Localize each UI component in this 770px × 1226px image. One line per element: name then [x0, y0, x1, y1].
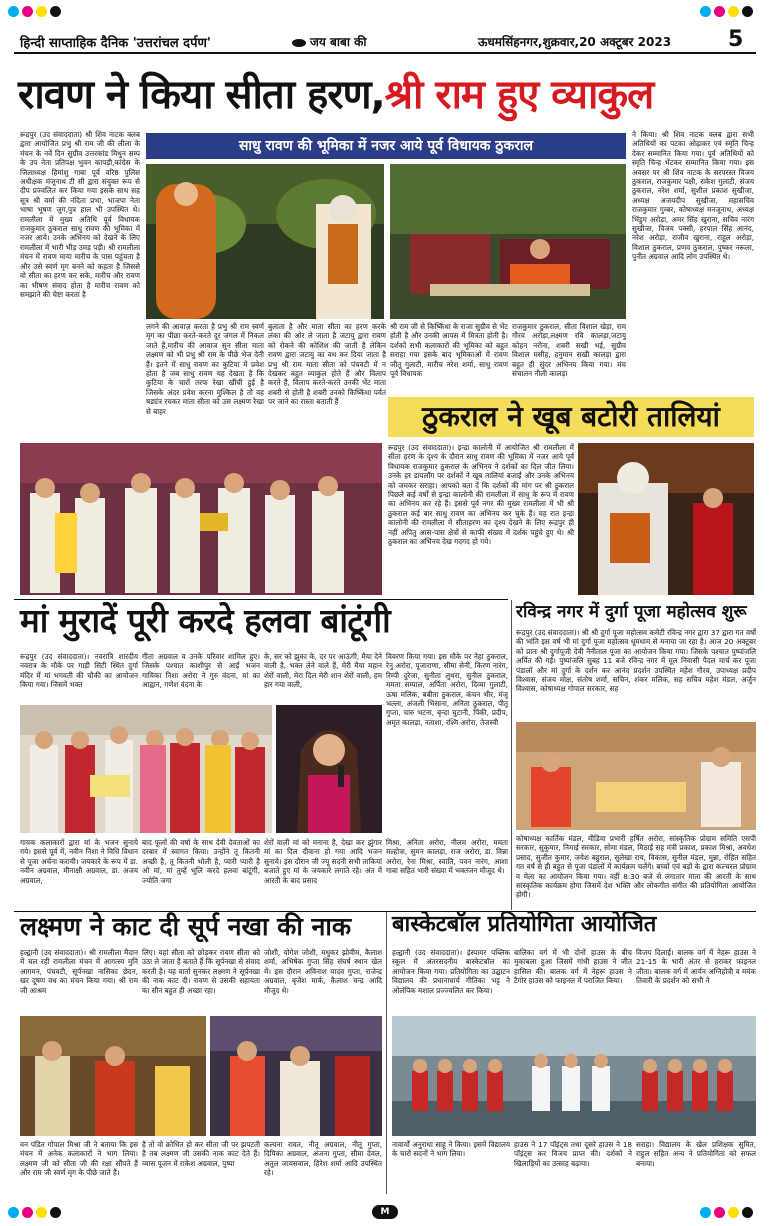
yellow-dot — [728, 1207, 739, 1218]
stage-scene-illustration — [210, 1016, 382, 1136]
story4-body2: कोषाध्यक्ष कार्तिक मंडल, मीडिया प्रभारी हर्षित अरोरा, सांस्कृतिक प्रोग्राम समिति एसपी सरकार, सुकुमार, निमाई सरकार, सोमा मंडल, मिठाई सह मंत्री प्रकाश, प्रकाश मिश्रा, अवधेश प्रसाद, सुजीत कुमार, जयेश बहुराल, सुलेखा राय, विकास, सुनील मंडल, मुन्ना, रोहित सहित गत वर्ष से ही बहुत से पूजा पंडालों में कार्यक्रम चलेंगे। बच्चों एवं बड़ों के द्वारा कल्चरल प्रोग्राम व मेला का आयोजन किया गया। वहीं 8:30 बजे से लगातार माता की आरती के साथ सांस्कृतिक कार्यक्रम होगा जिसमें देश भक्ति और लोकगीत संगीत की प्रतियोगिता आयोजित होगी। — [516, 834, 756, 900]
story6-photo-basketball-teams — [392, 1016, 756, 1136]
story5-col1b: वन पंडित गोपाल मिश्रा जी ने बताया कि इस मंचन में अनेक कलाकारों ने भाग लिया। लक्ष्मण जी को सीता जी की रक्षा सौंपते हैं और राम जी स्वर्ण मृग के पीछे जाते हैं। — [20, 1140, 138, 1178]
story1-col6: ने किया। श्री शिव नाटक क्लब द्वारा सभी अतिथियों का पटका ओढ़ाकर एवं स्मृति चिन्ह देकर सम्मानित किया गया। पूर्व अतिथियों को स्मृति चिन्ह भेंटकर सम्मानित किया गया। इस अवसर पर श्री शिव नाटक के सरपरस्त विजय ठुकराल, राजकुमार पक्षी, राकेश गुलाटी, संजय ठुकराल, नरेश शर्मा, सुशील प्रकाश सुखीजा, अध्यक्ष अजयदीप सुखीजा, महासचिव राजकुमार गुम्बर, कोषाध्यक्ष मनजूनाथ, अध्यक्ष भिंडुग अरोड़ा, अमर सिंह खुराना, सचिव नारंग सुखीजा, विजय पक्सी, हरपाल सिंह आनंद, नरेश अरोड़ा, राजीव खुराना, राहुल अरोड़ा, विशाल ठुकराल, प्रणव ठुकराल, पुष्कर नरूला, पुनीत अग्रवाल आदि लोग उपस्थित थे। — [632, 130, 754, 262]
story5-col3b: कल्पना रावत, नीतू अग्रवाल, नीतू गुप्ता, दिपिका अग्रवाल, अंजना गुप्ता, सीमा देवल, अतुल जायसवाल, हिरेश शर्मा आदि उपस्थित रहे। — [264, 1140, 382, 1178]
story6-col3b: सराहा। विद्यालय के खेल प्रशिक्षक सुमित, राहुल सहित अन्य ने प्रतियोगिता को सफल बनाया। — [636, 1140, 756, 1168]
header-rule — [14, 52, 756, 54]
story3-photo-devotees — [20, 705, 272, 833]
story1-col3: बुलाता है और माता सीता का हरण करके लंका की ओर ले जाता है जटायु द्वारा रावण को रोकने की कोशिश की जाती है लेकिन रावण द्वारा जटायु का वध कर दिया जाता है प्रभु श्री राम माता सीता को पंचवटी में न देखकर बहुत व्याकुल होते हैं और विलाप करते हैं, विलाप करते-करते उनकी भेंट माता शबरी से होती है शबरी उनको किष्किंधा पर्वत पर जाने का रास्ता बताती हैं — [268, 322, 386, 407]
story2-body: रूद्रपुर (उद संवाददाता)। इन्द्रा कालोनी में आयोजित श्री रामलीला में सीता हरण के दृश्य के दौरान साधु रावण की भूमिका में नजर आये पूर्व विधायक राजकुमार ठुकराल के अभिनय ने दर्शकों का दिल जीत लिया। उनके हर डायलॉग पर दर्शकों ने खूब तालियां बजाईं और उनके अभिनय को जमकर सराहा। आपको बता दें कि दर्शकों की मांग पर श्री ठुकराल पिछले कई वर्षों से इन्द्रा कालोनी की रामलीला में साधु के रूप में रावण का अभिनय कर रहे हैं। इससे पूर्व नगर की मुख्य रामलीला में भी श्री ठुकराल कई बार साधु रावण का अभिनय कर चुके हैं। यह रात इन्द्रा कालोनी की रामलीला में सीताहरण का दृश्य देखने के लिए रूद्रपुर ही नहीं अपितु आस-पास क्षेत्रों से काफी संख्या में दर्शक पहुंचे हुए थे। श्री ठुकराल का अभिनय देख गदगद हो गये। — [388, 443, 574, 547]
cyan-dot — [700, 6, 711, 17]
magenta-dot — [22, 6, 33, 17]
story5-col2b: है तो वो क्रोधित हो कर सीता जी पर झपटती है तब लक्ष्मण जी उसकी नाक काट देते हैं। व्यास पूजन में राकेश अग्रवाल, पुष्पा — [142, 1140, 260, 1168]
story5-col2: लिए। यहां सीता को छोड़कर रावण सीता को उठा ले जाता है बताते हैं कि सूर्पनखा से संवाद करती है। यह वार्ता सुनकर लक्ष्मण ने सूर्पनखा की नाक काट दी। रावण से उसकी सहायता का सीन बहुत ही अच्छा रहा। — [142, 948, 260, 995]
story1-col1: रूद्रपुर (उद संवाददाता) श्री शिव नाटक क्लब द्वारा आयोजित प्रभु श्री राम जी की लीला के मंचन के नवें दिन सुग्रीव उत्तरकांड मिथुन सम्प के उप नेता प्रतिपक्ष भुवन कापड़ी,कांग्रेस के जिलाध्यक्ष हिमांशु गाबा पूर्व वरिष्ठ पुलिस अधीक्षक मंजूनाथ टी सी द्वारा संयुक्त रूप से दीप प्रज्वलित कर किया गया इसके साथ सह सूत्र श्री वर्मा की नंदिता प्रभा, भाजपा नेता भाषा भूषण जुग,पुत्र हाल भी उपस्थित थे। रामलीला में मुख्य अतिथि पूर्व विधायक राजकुमार ठुकराल साधु रावण की भूमिका में नजर आये। उनके अभिनय को देखने के लिए रामलीला में भारी भीड़ उमड़ पड़ी। श्री रामलीला मंचन में रावण माया मारीच के पास पहुंचता है और उसे स्वर्ण मृग बनने को कहता है जिससे वो सीता का हरण कर सके, मारीच और रावण का भीषण संवाद होता है मारीच रावण को समझाने की चेष्टा करता है — [20, 130, 140, 299]
stage-scene-illustration — [146, 164, 384, 319]
eye-icon — [292, 39, 306, 47]
column-divider — [511, 600, 512, 910]
story3-col3: के, सर को झुका के, दर पर आऊंगी, मैया देने वाली है, भक्त लेने वाले हैं, मेरी मैया महान शेरों वाली, मेरा दिल मेरी शान शेरों वाली, हम हार गया वाली, — [264, 652, 382, 690]
story1-subheadline: साधु रावण की भूमिका में नजर आये पूर्व विधायक ठुकराल — [146, 133, 626, 159]
story3-col4b: मिश्रा, अनिता अरोरा, नीलम अरोरा, ममता मल्होत्रा, सुमन कालड़ा, राज अरोरा, डा. विन्ना अरोरा, रेना मिश्रा, स्वाति, पवन नारंग, आशा गाबा सहित भारी संख्या में भक्तजन मौजूद थे। — [386, 838, 508, 876]
story1-headline — [18, 72, 654, 118]
group-photo-illustration — [20, 443, 382, 595]
story3-headline: मां मुरादें पूरी करदे हलवा बांटूंगी — [20, 601, 391, 640]
registration-dots-top-left — [8, 6, 61, 17]
magenta-dot — [714, 6, 725, 17]
yellow-dot — [36, 6, 47, 17]
stage-actor-illustration — [578, 443, 754, 595]
story1-col2: लगने की आवाज़ करता है प्रभु श्री राम स्वर्ण मृग का पीछा करते-करते दूर जंगल में निकल जाते हैं,मारीच की आवाज सुन सीता माता लक्ष्मण को भी प्रभु श्री राम के पीछे भेज देती हैं। इतने में साधु रावण का कुटिया में प्रवेश होता है जब साधु रावण यह देखता है कि कुटिया के चारों तरफ रेखा खींची हुई है जिसके अंदर प्रवेश करना मुश्किल है तो वह षड्यंत्र रचकर माता सीता को उस लक्ष्मण रेखा से बाहर — [146, 322, 264, 416]
story3-col3b: शेरों वाली मां को मनाना है, देखा कर झुंगार मां का दिल दीवाना हो गया आदि भजन सुनाये। इस दौरान जी ज्यू सदनी सभी ताकियां बजाते हुए मां के जयकारे लगाते रहे। अंत में आरती के बाद प्रसाद — [264, 838, 382, 885]
story1-felicitation-photo — [20, 443, 382, 595]
story6-col1: हल्द्वानी (उद संवाददाता)। इंस्पायर पब्लिक स्कूल में अंतरसदनीय बास्केटबॉल का आयोजन किया गया। प्रतियोगिता का उद्घाटन विद्यालय की प्रधानाचार्य गीतिका भट्ट ने ओलंपिक मशाल प्रज्ज्वलित कर किया। — [392, 948, 510, 995]
section-divider — [14, 599, 508, 600]
story4-body1: रूद्रपुर (उद संवाददाता)। श्री श्री दुर्गा पूजा महोत्सव कमेटी रविन्द्र नगर द्वारा 37 द्वारा गत वर्षों की भांति इस वर्ष भी मां दुर्गा पूजा महोत्सव धूमधाम से मनाया जा रहा है। आज 20 अक्टूबर को प्रातः श्री दुर्गापूजी देवी नैनीताल पूजा का आयोजन किया गया। जिसके पश्चात पुष्पांजलि अर्पित की गई। पुष्पांजलि सुबह 11 बजे रविन्द्र नगर में मूल निवासी पैदल मार्च कर पूजा पंडालों और मां दुर्गा के दर्शन कर आनंद प्रदर्शन उपस्थित महेश गौरव, उपाध्यक्ष प्रदीप विश्वास, संजय मोक्ष, संतोष शर्मा, सचिन, शंकर मलिक, सह सचिव महेश मंडल, अर्जुन विश्वास, कोषाध्यक्ष गोपाल सरकार, सह — [516, 628, 756, 694]
story4-photo-puja — [516, 722, 756, 830]
black-dot — [50, 6, 61, 17]
magenta-dot — [22, 1207, 33, 1218]
story3-col2: गीता अग्रवाल व उनके परिवार शामिल हुए। जिसके पश्चात काशीपुर से आईं भजन गायिका निशा अरोरा ने गुरु वंदना, मां का आह्वान, गणेश वंदना के — [142, 652, 260, 690]
registration-dots-bottom-right — [700, 1207, 753, 1218]
story3-photo-singer — [276, 705, 382, 833]
column-divider — [386, 912, 387, 1194]
story2-photo-sadhu-ravana — [578, 443, 754, 595]
team-photo-illustration — [392, 1016, 756, 1136]
cyan-dot — [8, 1207, 19, 1218]
yellow-dot — [728, 6, 739, 17]
black-dot — [742, 1207, 753, 1218]
story1-headline-black: रावण ने किया सीता हरण, — [18, 72, 385, 118]
group-photo-illustration — [20, 705, 272, 833]
story1-photo-sita-ravana — [146, 164, 384, 319]
registration-dots-bottom-left — [8, 1207, 61, 1218]
stage-scene-illustration — [390, 164, 626, 319]
story6-col1b: नावार्यों अनुराधा साहू ने किया। इसमें विद्यालय के चारों सदनों ने भाग लिया। — [392, 1140, 510, 1159]
story5-col3: जोशी, योगेश जोशी, मधुकर झोवीम, कैलाश शर्मा, अभिषेक गुप्ता सिंह संघर्ष स्थान खेल में। इस दौरान अविनाश यादव गुप्ता, राजेन्द्र अग्रवाल, बृजेश मार्क, कैलाश चन्द्र आदि मौजूद थे। — [264, 948, 382, 995]
story5-headline: लक्ष्मण ने काट दी सूर्प नखा की नाक — [20, 912, 352, 941]
story3-col2b: बाद फूलों की वर्षा के साथ देवी देवताओं का दरबार में स्वागत किया। उन्होंने तू कितनी अच्छी है, तू कितनी भोली है, प्यारी प्यारी है ओ मां, मां तुम्हें भूलि करदे हलवा बांटूंगी, ज्योति जगा — [142, 838, 260, 885]
story6-headline: बास्केटबॉल प्रतियोगिता आयोजित — [392, 912, 657, 937]
story6-col3: विजय दिलाई। बालक वर्ग में नेहरू हाउस ने 21-15 के भारी अंतर से हराकर फाइनल जीता। बालक वर्ग में आर्यन अग्निहोत्री व मयंक तिवारी के प्रदर्शन को सभी ने — [636, 948, 756, 986]
puja-scene-illustration — [516, 722, 756, 830]
stage-scene-illustration — [20, 1016, 206, 1136]
story2-headline-banner — [388, 397, 754, 437]
black-dot — [742, 6, 753, 17]
story5-col1: हल्द्वानी (उद संवाददाता)। श्री रामलीला मैदान में चल रही रामलीला मंचन में आगत्स्य मुनि आगमन, पंचवटी, सूर्पनखा नासिका छेदन, खर दूषण वध का मंचन किया गया। श्री राम जी आश्रम — [20, 948, 138, 995]
registration-marker-center: M — [372, 1205, 398, 1219]
story5-photo-stage-left — [20, 1016, 206, 1136]
page-number: 5 — [728, 27, 744, 52]
header-date-place: ऊधमसिंहनगर,शुक्रवार,20 अक्टूबर 2023 — [478, 35, 672, 49]
story1-photo-jatayu-scene — [390, 164, 626, 319]
story1-col4: श्री राम जी से किष्किंधा के राजा सुग्रीव से भेंट होती है और उनकी आपस में मित्रता होती है। दर्शकों सभी कलाकारों की भूमिका को बहुत सराहा गया इसके बाद भूमिकाओं में रावण जीतू गुलाटी, मारीच नरेश शर्मा, साधु रावण पूर्व विधायक — [390, 322, 508, 379]
header-slogan: जय बाबा की — [292, 33, 366, 50]
cyan-dot — [700, 1207, 711, 1218]
story3-col1b: गायक कलाकारों द्वारा मां के भजन सुनाये गये। इससे पूर्व में, नवीन निशा ने विधि विधान से पूजा अर्चना करायी। जयकारे के रूप में डा. नवीन अग्रवाल, मीनाक्षी अग्रवाल, डा. अजय अग्रवाल, — [20, 838, 138, 885]
story5-photo-stage-right — [210, 1016, 382, 1136]
magenta-dot — [714, 1207, 725, 1218]
registration-dots-top-right — [700, 6, 753, 17]
story2-headline: ठुकराल ने खूब बटोरी तालियां — [422, 400, 720, 433]
story4-headline: रविन्द्र नगर में दुर्गा पूजा महोत्सव शुरू — [516, 602, 747, 622]
story6-col2b: हाउस ने 17 पॉइंट्स तथा दूसरे हाउस ने 18 पॉइंट्स कर विजय प्राप्त की। दर्शकों ने खिलाड़ियों का उत्साह बढ़ाया। — [514, 1140, 632, 1168]
story3-col1: रूद्रपुर (उद संवाददाता)। नवरात्रि शारदीय नवरात्र के मौके पर गाड़ी सिटी स्थित दुर्गा मंदिर में मां भगवती की चौकी का आयोजन किया गया। जिसमें भक्त — [20, 652, 138, 690]
cyan-dot — [8, 6, 19, 17]
story6-col2: बालिका वर्ग में भी दोनों हाउस के बीच मुकाबला हुआ जिसमें गांधी हाउस ने जीत हासिल की। बालक वर्ग में नेहरू हाउस ने टैगोर हाउस को फाइनल में पराजित किया। — [514, 948, 632, 986]
black-dot — [50, 1207, 61, 1218]
story1-col5: राजकुमार ठुकराल, सीता विशाल खेड़ा, राम गौरव अरोड़ा,लक्ष्मण रवि कालड़ा,जटायु कोहन नरोना, शबरी सखी भई, सुग्रीव विशाल मसीह, हनुमान सखी कालड़ा द्वारा बहुत ही सुंदर अभिनय किया गया। मंच संचालन नीली कालड़ा — [512, 322, 626, 379]
story3-col4: विवरण किया गया। इस मौके पर नेहा ठुकराल, रेनु अरोरा, पूजाराणा, सीमा सेनी, किरण नारंग, रिम्पी दुरेजा, सुनीता लुथरा, सुनील ठुकराल, ममता सम्पाल, अर्पिता अरोरा, दिव्या गुलाटी, ऊषा मलिक, बबीता ठुकराल, कंचन भीर, मंजू भल्ला, अंजली भिसाना, अनिता ठुकराल, पीतू गुप्ता, चारु भटना, बृन्दा चुटानी, पिंकी, प्रदीप, अमृत कालड़ा, नताशा, रश्मि अरोरा, तेजस्वी — [386, 652, 508, 727]
newspaper-masthead-title: हिन्दी साप्ताहिक दैनिक 'उत्तरांचल दर्पण' — [20, 36, 211, 51]
story1-headline-red: श्री राम हुए व्याकुल — [384, 72, 654, 118]
yellow-dot — [36, 1207, 47, 1218]
singer-illustration — [276, 705, 382, 833]
